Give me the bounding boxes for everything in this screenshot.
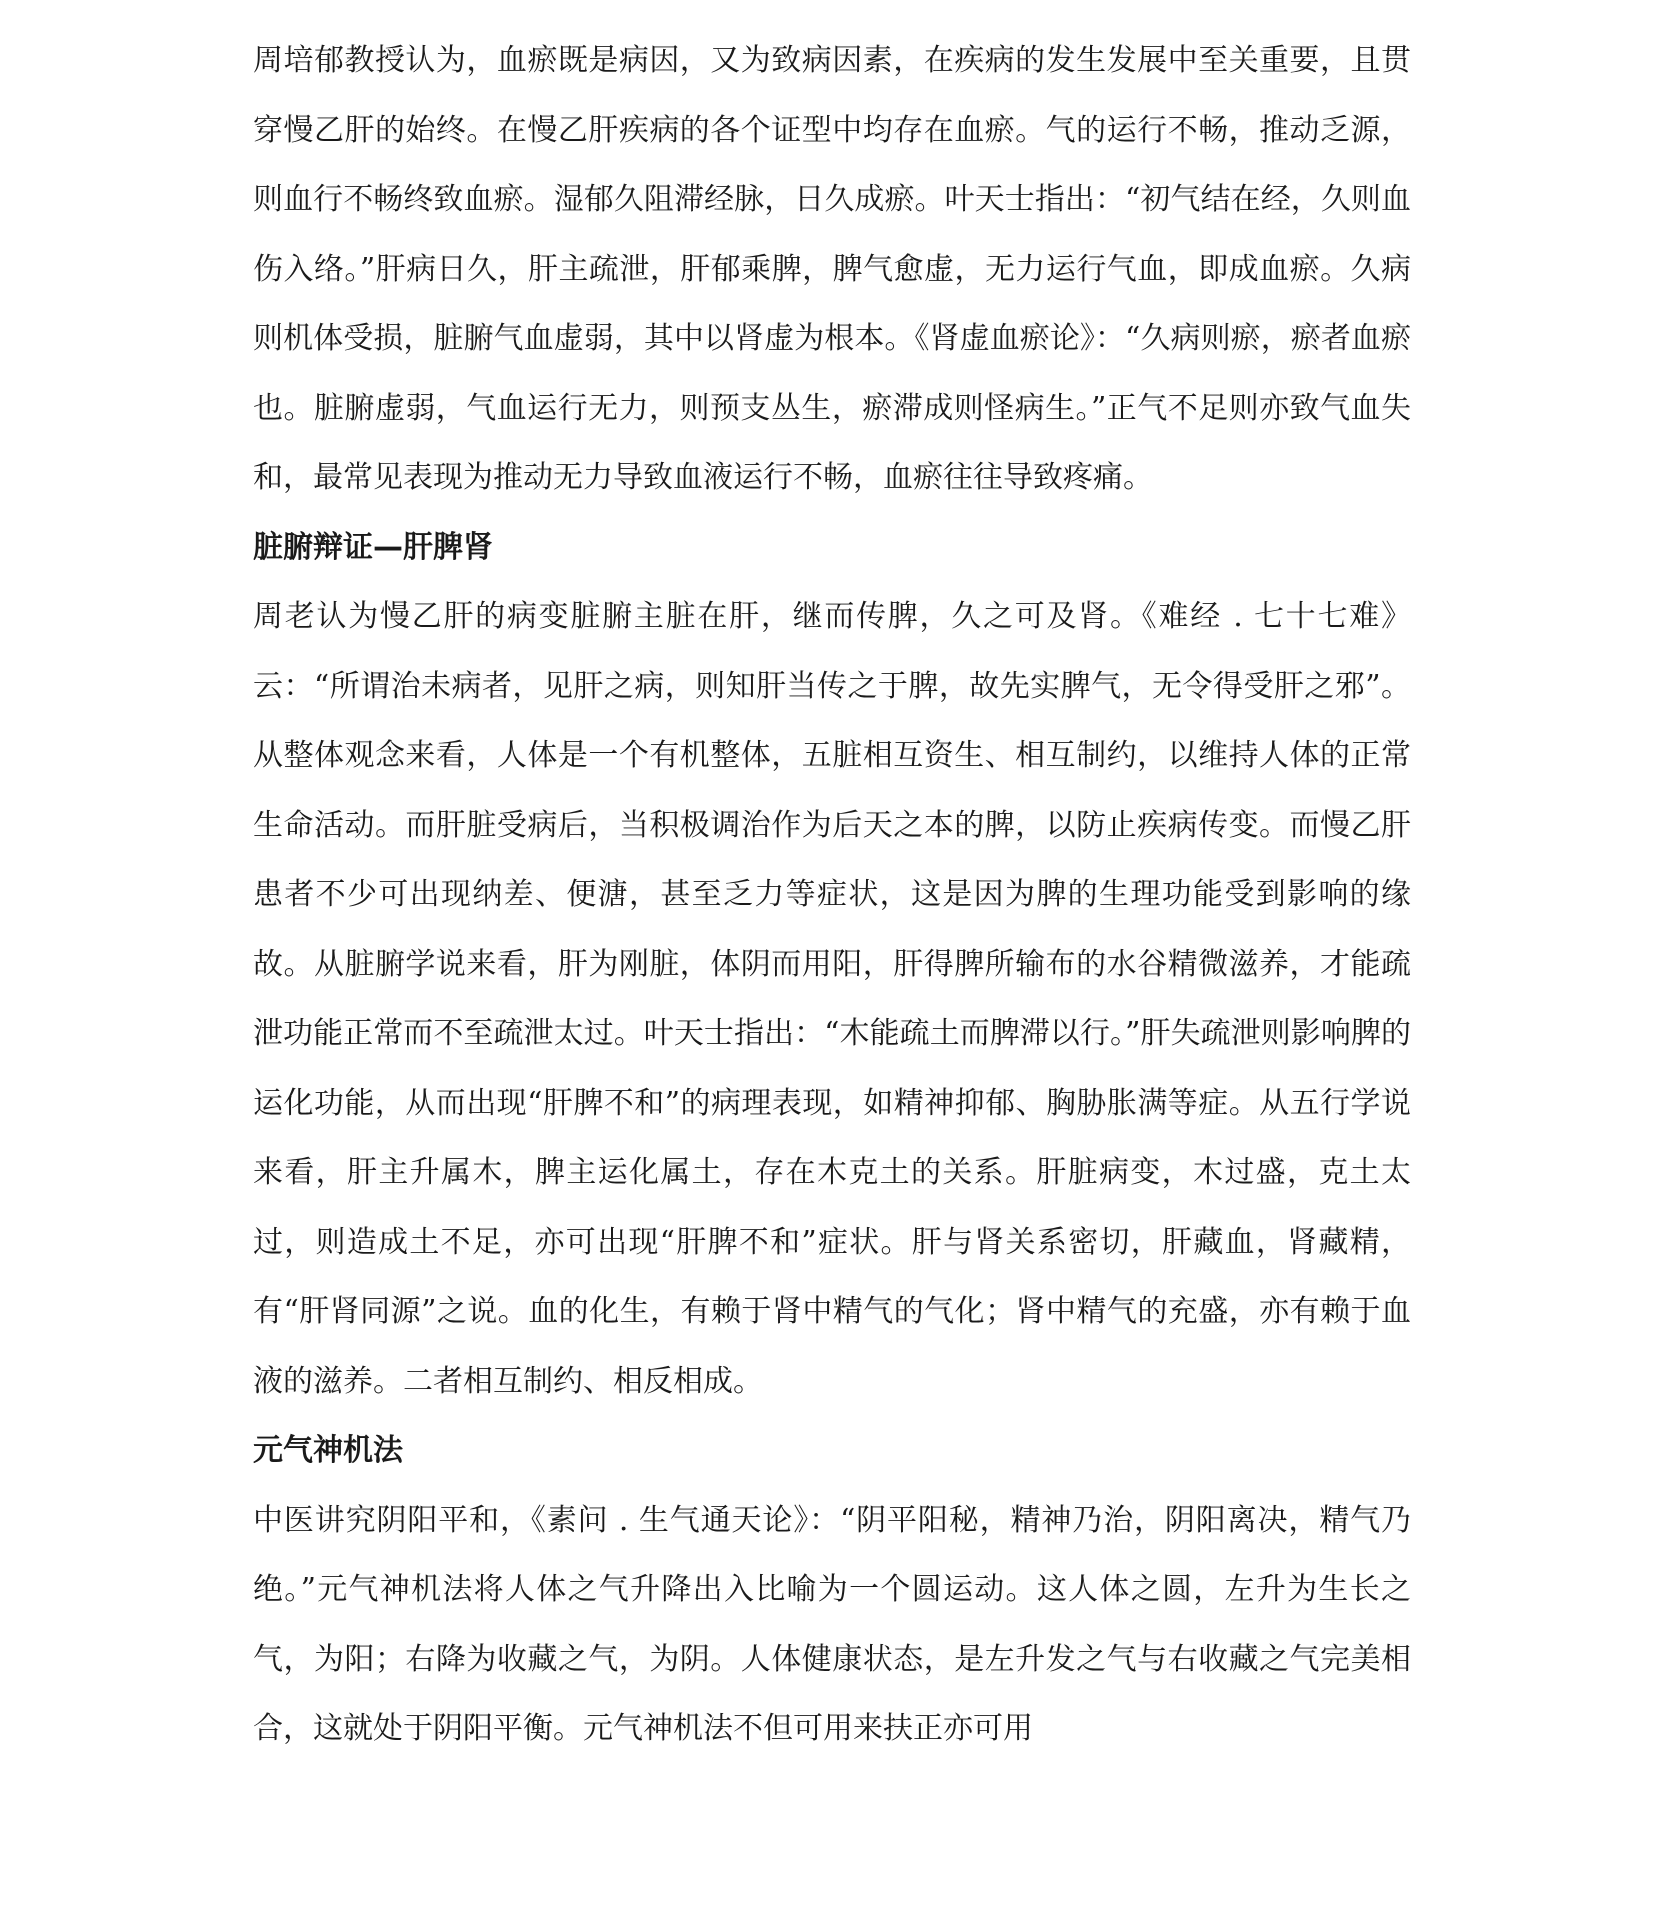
section-heading-organ-differentiation: 脏腑辩证—肝脾肾 <box>253 529 493 565</box>
section-heading-yuanqi-method: 元气神机法 <box>253 1433 403 1468</box>
document-page <box>253 26 1411 1764</box>
paragraph-blood-stasis: 周培郁教授认为，血瘀既是病因，又为致病因素，在疾病的发生发展中至关重要，且贯穿慢乙肝的始终。在慢乙肝疾病的各个证型中均存在血瘀。气的运行不畅，推动乏源，则血行不畅终致血瘀。湿郁久阻滞经脉，日久成瘀。叶天士指出：“初气结在经，久则血伤入络。”肝病日久，肝主疏泄，肝郁乘脾，脾气愈虚，无力运行气血，即成血瘀。久病则机体受损，脏腑气血虚弱，其中以肾虚为根本。《肾虚血瘀论》：“久病则瘀，瘀者血瘀也。脏腑虚弱，气血运行无力，则预支丛生，瘀滞成则怪病生。”正气不足则亦致气血失和，最常见表现为推动无力导致血液运行不畅，血瘀往往导致疼痛。 <box>253 43 1411 495</box>
paragraph-liver-spleen-kidney: 周老认为慢乙肝的病变脏腑主脏在肝，继而传脾，久之可及肾。《难经 . 七十七难》云：“所谓治未病者，见肝之病，则知肝当传之于脾，故先实脾气，无令得受肝之邪”。从整体观念来看，人体是一个有机整体，五脏相互资生、相互制约，以维持人体的正常生命活动。而肝脏受病后，当积极调治作为后天之本的脾，以防止疾病传变。而慢乙肝患者不少可出现纳差、便溏，甚至乏力等症状，这是因为脾的生理功能受到影响的缘故。从脏腑学说来看，肝为刚脏，体阴而用阳，肝得脾所输布的水谷精微滋养，才能疏泄功能正常而不至疏泄太过。叶天士指出：“木能疏土而脾滞以行。”肝失疏泄则影响脾的运化功能，从而出现“肝脾不和”的病理表现，如精神抑郁、胸胁胀满等症。从五行学说来看，肝主升属木，脾主运化属土，存在木克土的关系。肝脏病变，木过盛，克土太过，则造成土不足，亦可出现“肝脾不和”症状。肝与肾关系密切，肝藏血，肾藏精，有“肝肾同源”之说。血的化生，有赖于肾中精气的气化；肾中精气的充盛，亦有赖于血液的滋养。二者相互制约、相反相成。 <box>253 599 1411 1399</box>
paragraph-yin-yang-balance: 中医讲究阴阳平和，《素问 . 生气通天论》：“阴平阳秘，精神乃治，阴阳离决，精气乃绝。”元气神机法将人体之气升降出入比喻为一个圆运动。这人体之圆，左升为生长之气，为阳；右降为收藏之气，为阴。人体健康状态，是左升发之气与右收藏之气完美相合，这就处于阴阳平衡。元气神机法不但可用来扶正亦可用 <box>253 1502 1411 1746</box>
